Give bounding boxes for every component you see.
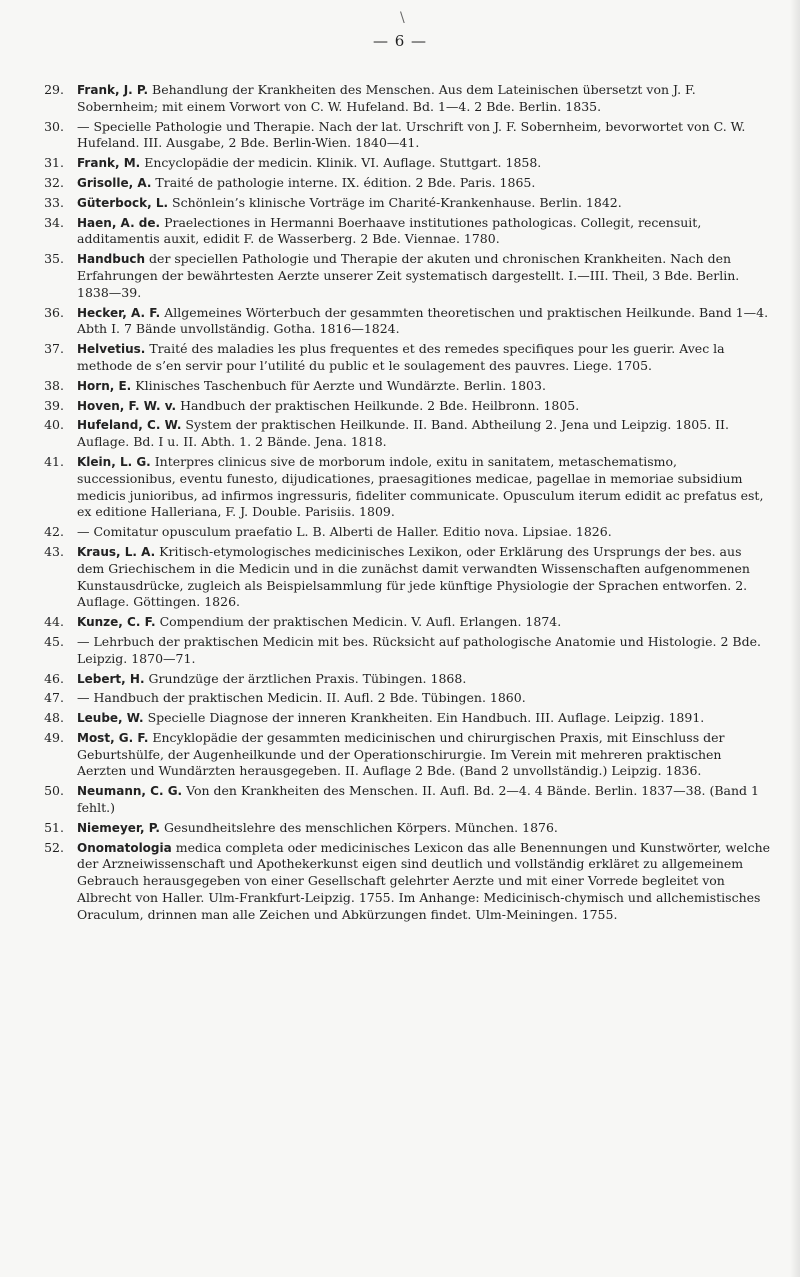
bibliography-entry <box>30 710 772 727</box>
entry-text: System der praktischen Heilkunde. II. Band. Abtheilung 2. Jena und Leipzig. 1805. II. Auflage. Bd. I u. II. Abth. 1. 2 Bände. Jena. 1818. <box>77 417 729 450</box>
entry-author: Horn, E. <box>77 378 132 393</box>
entry-number: 38. <box>44 377 64 393</box>
bibliography-entry <box>30 614 772 631</box>
entry-author: Frank, J. P. <box>77 83 149 97</box>
bibliography-list <box>30 82 772 927</box>
entry-author: Lebert, H. <box>77 671 145 686</box>
bibliography-entry <box>30 305 772 339</box>
bibliography-entry <box>30 454 772 521</box>
bibliography-entry <box>30 820 772 837</box>
bibliography-entry <box>30 730 772 780</box>
entry-number: 39. <box>44 397 64 413</box>
bibliography-entry <box>30 840 772 924</box>
entry-text: — Handbuch der praktischen Medicin. II. Aufl. 2 Bde. Tübingen. 1860. <box>77 690 526 706</box>
top-mark: \ <box>400 10 405 26</box>
entry-number: 46. <box>44 670 64 686</box>
bibliography-entry <box>30 155 772 172</box>
entry-text: Schönlein’s klinische Vorträge im Charité-Krankenhause. Berlin. 1842. <box>172 194 622 210</box>
bibliography-entry <box>30 783 772 817</box>
bibliography-entry <box>30 544 772 611</box>
entry-author: Onomatologia <box>77 840 172 855</box>
entry-text: Allgemeines Wörterbuch der gesammten theoretischen und praktischen Heilkunde. Band 1—4. Abth I. 7 Bände unvollständig. Gotha. 1816—1824. <box>77 304 769 337</box>
bibliography-entry <box>30 524 772 541</box>
entry-author: Klein, L. G. <box>77 454 151 469</box>
entry-text: — Comitatur opusculum praefatio L. B. Alberti de Haller. Editio nova. Lipsiae. 1826. <box>77 524 612 540</box>
entry-number: 42. <box>44 524 64 540</box>
entry-number: 36. <box>44 304 64 320</box>
entry-author: Güterbock, L. <box>77 195 169 210</box>
entry-author: Grisolle, A. <box>77 175 152 190</box>
entry-text: Grundzüge der ärztlichen Praxis. Tübingen. 1868. <box>148 670 467 686</box>
entry-text: medica completa oder medicinisches Lexicon das alle Benennungen und Kunstwörter, welche der Arzneiwissenschaft und Apothekerkunst eigen sind deutlich und vollständig erkläret zu allgemeinem Gebrauch herausgegeben von einer Gesellschaft gelehrter Aerzte und mit einer Vorrede begleitet von Albrecht von Haller. Ulm-Frankfurt-Leipzig. 1755. Im Anhange: Medicinisch-chymisch und allchemistisches Oraculum, drinnen man alle Zeichen und Abkürzungen findet. Ulm-Meiningen. 1755. <box>77 839 771 922</box>
entry-text: Compendium der praktischen Medicin. V. Aufl. Erlangen. 1874. <box>159 614 562 630</box>
entry-number: 37. <box>44 341 64 357</box>
entry-number: 45. <box>44 633 64 649</box>
bibliography-entry <box>30 175 772 192</box>
entry-text: Von den Krankheiten des Menschen. II. Aufl. Bd. 2—4. 4 Bände. Berlin. 1837—38. (Band 1 fehlt.) <box>77 783 759 816</box>
entry-author: Haen, A. de. <box>77 215 161 230</box>
entry-author: Handbuch <box>77 252 146 267</box>
entry-number: 30. <box>44 118 64 134</box>
bibliography-entry <box>30 251 772 301</box>
entry-author: Niemeyer, P. <box>77 820 160 835</box>
bibliography-entry <box>30 341 772 375</box>
entry-number: 44. <box>44 614 64 630</box>
entry-number: 50. <box>44 783 64 799</box>
entry-number: 35. <box>44 251 64 267</box>
entry-number: 33. <box>44 194 64 210</box>
entry-number: 34. <box>44 214 64 230</box>
entry-number: 43. <box>44 543 64 559</box>
bibliography-entry <box>30 119 772 153</box>
entry-number: 52. <box>44 839 64 855</box>
entry-text: Behandlung der Krankheiten des Menschen. Aus dem Lateinischen übersetzt von J. F. Sobernheim; mit einem Vorwort von C. W. Hufeland. Bd. 1—4. 2 Bde. Berlin. 1835. <box>77 82 696 114</box>
entry-text: Traité de pathologie interne. IX. édition. 2 Bde. Paris. 1865. <box>155 174 536 190</box>
entry-number: 29. <box>44 82 64 97</box>
entry-author: Leube, W. <box>77 711 144 726</box>
entry-text: Kritisch-etymologisches medicinisches Lexikon, oder Erklärung des Ursprungs der bes. aus dem Griechischem in die Medicin und in die zunächst damit verwandten Wissenschaften aufgenommenen Kunstausdrücke, zugleich als Beispielsammlung für jede künftige Physiologie der Sprachen entworfen. 2. Auflage. Göttingen. 1826. <box>77 543 750 610</box>
entry-author: Hufeland, C. W. <box>77 418 182 433</box>
entry-text: Specielle Diagnose der inneren Krankheiten. Ein Handbuch. III. Auflage. Leipzig. 1891. <box>147 710 705 726</box>
bibliography-entry <box>30 690 772 707</box>
entry-text: der speciellen Pathologie und Therapie der akuten und chronischen Krankheiten. Nach den Erfahrungen der bewährtesten Aerzte unserer Zeit systematisch dargestellt. I.—III. Theil, 3 Bde. Berlin. 1838—39. <box>77 251 740 300</box>
bibliography-entry <box>30 634 772 668</box>
entry-text: — Specielle Pathologie und Therapie. Nach der lat. Urschrift von J. F. Sobernheim, bevorwortet von C. W. Hufeland. III. Ausgabe, 2 Bde. Berlin-Wien. 1840—41. <box>77 118 746 151</box>
entry-author: Hoven, F. W. v. <box>77 398 177 413</box>
entry-number: 51. <box>44 819 64 835</box>
bibliography-entry <box>30 378 772 395</box>
entry-text: Traité des maladies les plus frequentes et des remedes specifiques pour les guerir. Avec la methode de s’en servir pour l’utilité du public et le soulagement des pauvres. Liege. 1705. <box>77 341 725 373</box>
entry-author: Neumann, C. G. <box>77 784 183 799</box>
entry-text: Handbuch der praktischen Heilkunde. 2 Bde. Heilbronn. 1805. <box>180 397 580 413</box>
bibliography-entry <box>30 671 772 688</box>
entry-number: 48. <box>44 710 64 726</box>
entry-author: Frank, M. <box>77 156 141 171</box>
bibliography-entry <box>30 195 772 212</box>
entry-text: Gesundheitslehre des menschlichen Körpers. München. 1876. <box>163 819 558 835</box>
bibliography-entry <box>30 398 772 415</box>
entry-number: 41. <box>44 453 64 469</box>
entry-number: 49. <box>44 729 64 745</box>
page-edge-shadow <box>790 0 800 1277</box>
entry-author: Hecker, A. F. <box>77 305 161 320</box>
entry-text: Klinisches Taschenbuch für Aerzte und Wundärzte. Berlin. 1803. <box>135 377 546 393</box>
entry-number: 47. <box>44 690 64 706</box>
entry-number: 32. <box>44 174 64 190</box>
bibliography-entry <box>30 417 772 451</box>
entry-text: — Lehrbuch der praktischen Medicin mit bes. Rücksicht auf pathologische Anatomie und Histologie. 2 Bde. Leipzig. 1870—71. <box>77 633 761 666</box>
entry-author: Helvetius. <box>77 342 146 357</box>
entry-text: Encyclopädie der medicin. Klinik. VI. Auflage. Stuttgart. 1858. <box>144 155 542 171</box>
entry-text: Praelectiones in Hermanni Boerhaave institutiones pathologicas. Collegit, recensuit, additamentis auxit, edidit F. de Wasserberg. 2 Bde. Viennae. 1780. <box>77 214 702 247</box>
page-number: — 6 — <box>372 32 428 50</box>
entry-author: Kunze, C. F. <box>77 615 156 630</box>
entry-number: 40. <box>44 417 64 433</box>
entry-author: Most, G. F. <box>77 730 149 745</box>
entry-author: Kraus, L. A. <box>77 544 156 559</box>
bibliography-entry <box>30 215 772 249</box>
entry-text: Encyklopädie der gesammten medicinischen und chirurgischen Praxis, mit Einschluss der Geburtshülfe, der Augenheilkunde und der Operationschirurgie. Im Verein mit mehreren praktischen Aerzten und Wundärzten herausgegeben. II. Auflage 2 Bde. (Band 2 unvollständig.) Leipzig. 1836. <box>77 729 725 779</box>
entry-number: 31. <box>44 155 64 171</box>
bibliography-entry <box>30 82 772 116</box>
entry-text: Interpres clinicus sive de morborum indole, exitu in sanitatem, metaschematismo, successionibus, eventu funesto, dijudicationes, praesagitiones medicae, pagellae in memoriae subsidium medicis junioribus, ad infirmos ingressuris, fideliter communicate. Opusculum iterum edidit ac prefatus est, ex editione Halleriana, F. J. Double. Parisiis. 1809. <box>77 453 764 520</box>
